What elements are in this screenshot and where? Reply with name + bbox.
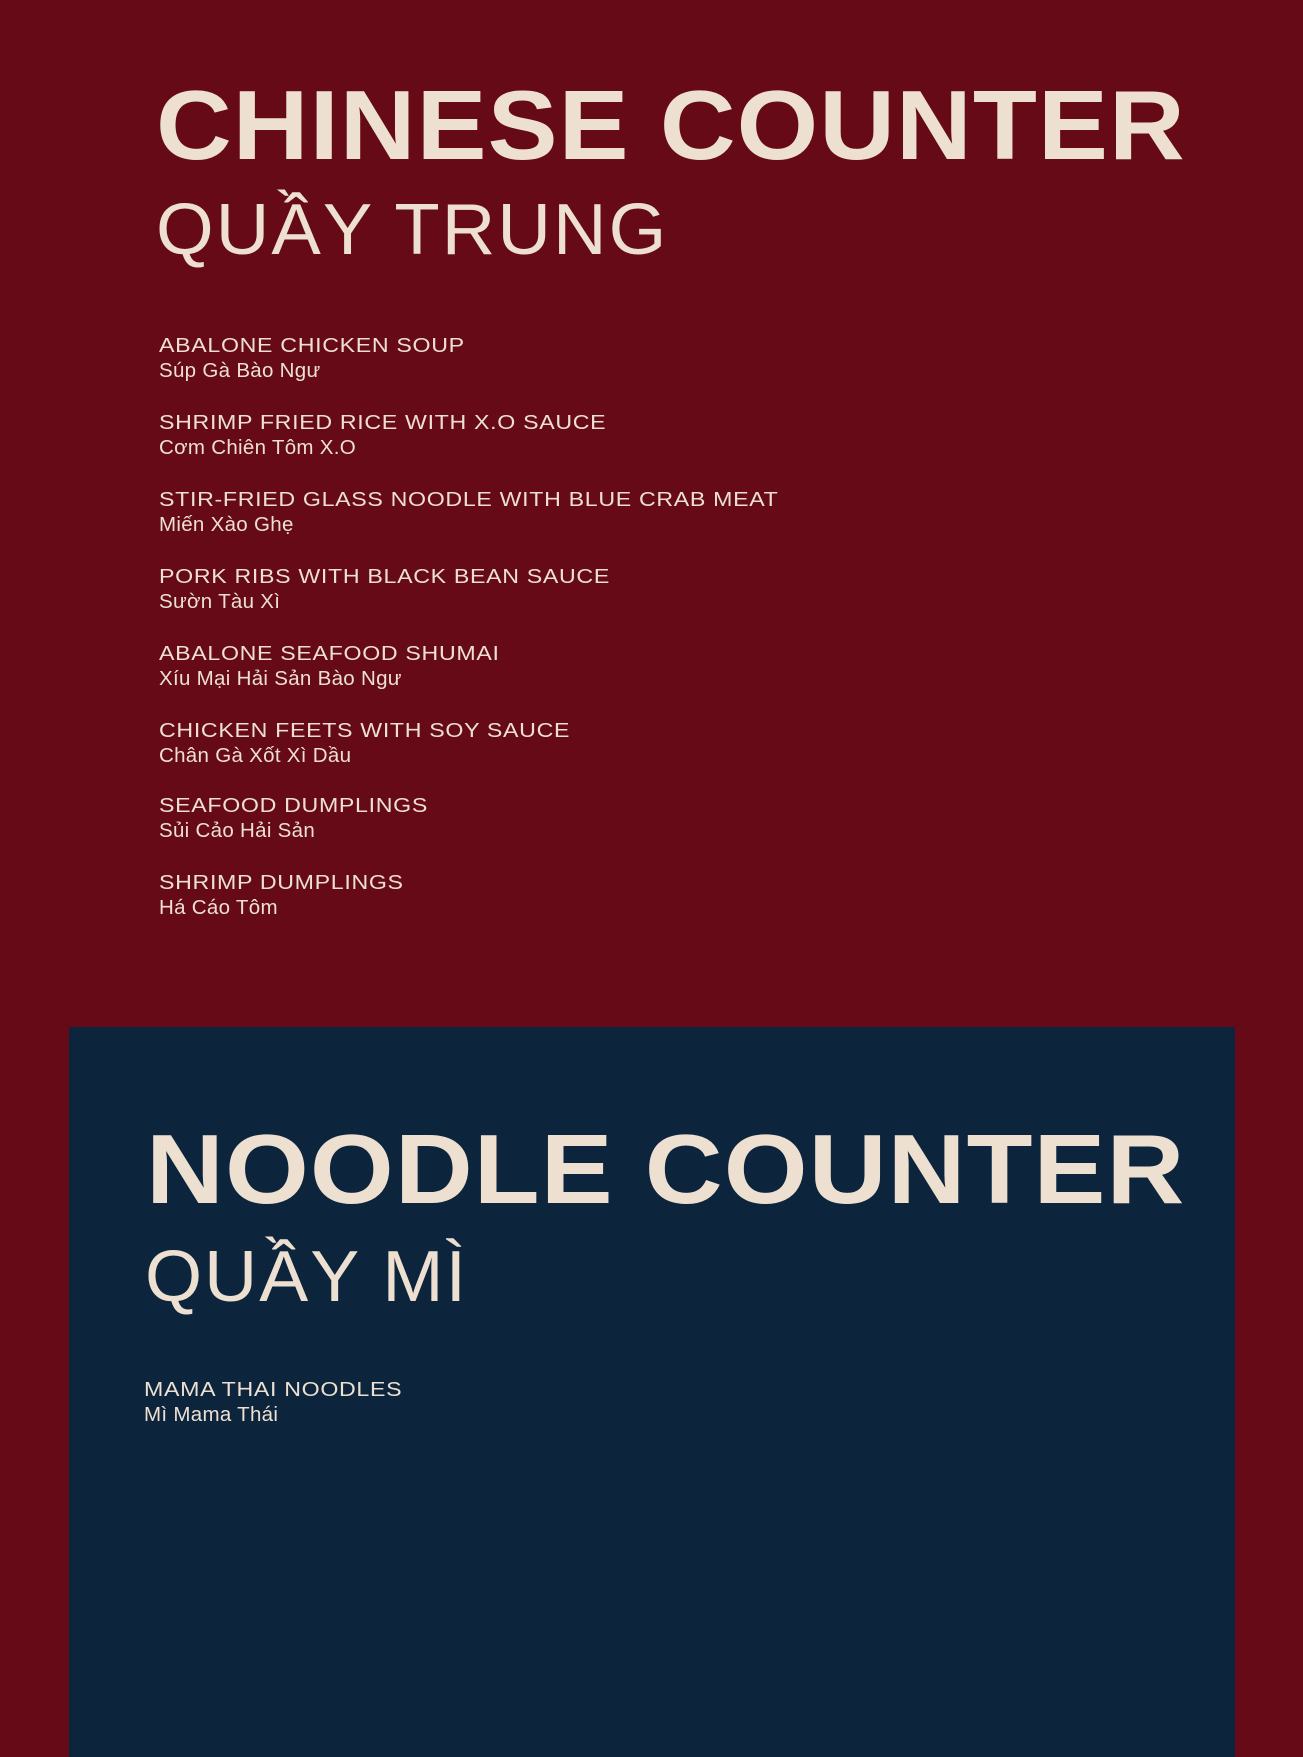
menu-item [144,1378,403,1455]
menu-item-name: ABALONE SEAFOOD SHUMAI [159,642,500,665]
chinese-counter-title-vietnamese: QUẦY TRUNG [156,190,669,270]
menu-item-name: ABALONE CHICKEN SOUP [159,334,465,357]
menu-item-name: SEAFOOD DUMPLINGS [159,794,428,817]
menu-item-vietnamese-name: Miến Xào Ghẹ [159,513,294,536]
menu-item [159,794,707,871]
menu-item [159,871,707,948]
menu-item [159,719,707,794]
menu-item [159,642,707,719]
menu-item-vietnamese-name: Há Cáo Tôm [159,896,278,919]
menu-item-vietnamese-name: Sườn Tàu Xì [159,590,281,613]
menu-item [159,411,707,488]
menu-item-name: CHICKEN FEETS WITH SOY SAUCE [159,719,571,742]
menu-item-vietnamese-name: Xíu Mại Hải Sản Bào Ngư [159,667,402,690]
noodle-counter-title: NOODLE COUNTER [146,1114,1186,1224]
menu-item-name: SHRIMP FRIED RICE WITH X.O SAUCE [159,411,607,434]
menu-item-vietnamese-name: Cơm Chiên Tôm X.O [159,436,357,459]
menu-item-name: MAMA THAI NOODLES [144,1378,403,1401]
noodle-counter-title-vietnamese: QUẦY MÌ [145,1237,469,1317]
noodle-menu-list [144,1378,403,1455]
menu-item-vietnamese-name: Súp Gà Bào Ngư [159,359,321,382]
menu-item-name: STIR-FRIED GLASS NOODLE WITH BLUE CRAB MEAT [159,488,779,511]
menu-item-name: SHRIMP DUMPLINGS [159,871,404,894]
menu-item-vietnamese-name: Sủi Cảo Hải Sản [159,819,316,842]
noodle-counter-section [69,1027,1235,1757]
menu-item-vietnamese-name: Mì Mama Thái [144,1403,279,1426]
chinese-counter-title: CHINESE COUNTER [156,70,1186,180]
menu-item-vietnamese-name: Chân Gà Xốt Xì Dầu [159,744,352,767]
menu-item [159,565,707,642]
chinese-menu-list [159,334,779,948]
menu-item-name: PORK RIBS WITH BLACK BEAN SAUCE [159,565,610,588]
menu-item [159,488,779,565]
menu-item [159,334,707,411]
